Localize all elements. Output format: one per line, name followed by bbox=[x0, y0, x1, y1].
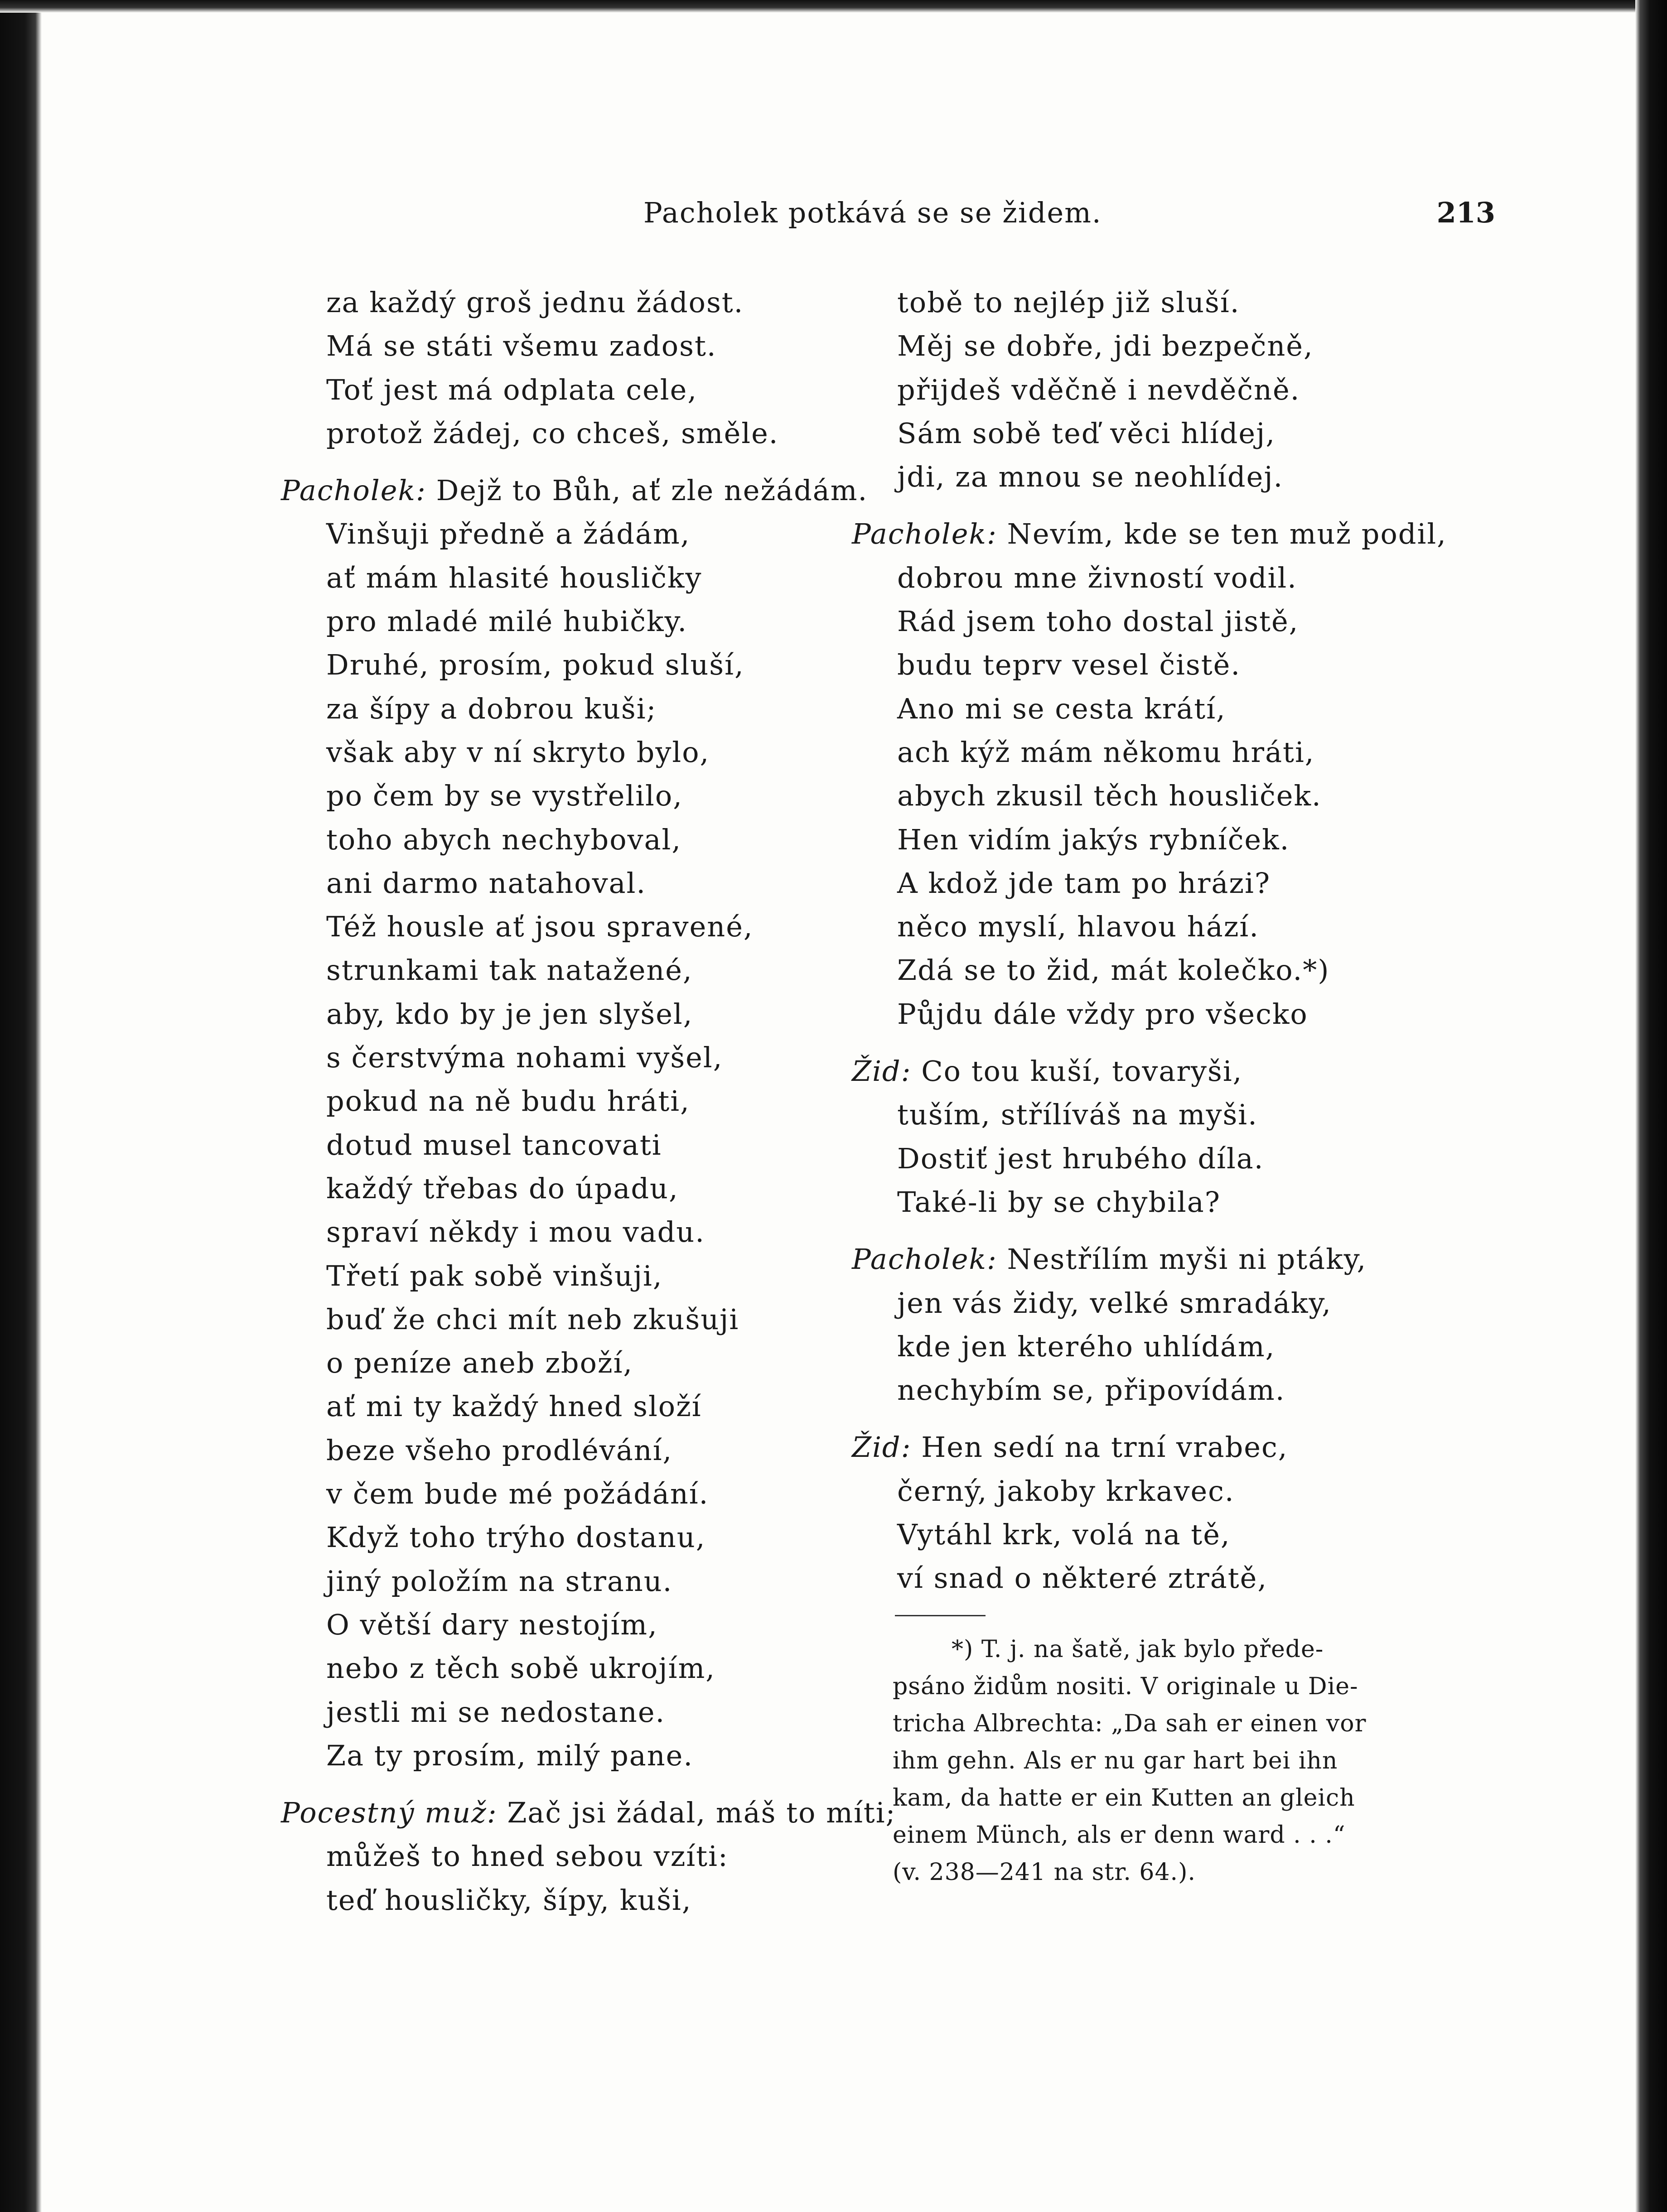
binding-shadow-left bbox=[0, 0, 42, 2212]
verse-text: aby, kdo by je jen slyšel, bbox=[326, 997, 693, 1031]
verse-text: dotud musel tancovati bbox=[326, 1128, 662, 1161]
speaker-name: Pacholek: bbox=[852, 1243, 997, 1276]
verse-text: pokud na ně budu hráti, bbox=[326, 1084, 690, 1118]
verse-line bbox=[852, 1513, 1454, 1557]
verse-text: nebo z těch sobě ukrojím, bbox=[326, 1652, 715, 1685]
verse-text: ani darmo natahoval. bbox=[326, 866, 647, 900]
verse-line bbox=[281, 368, 861, 412]
page-header bbox=[643, 193, 1495, 233]
verse-text: Zdá se to žid, mát kolečko.*) bbox=[897, 954, 1330, 987]
verse-line bbox=[852, 1238, 1454, 1281]
verse-text: Nevím, kde se ten muž podil, bbox=[1007, 517, 1447, 551]
scan-edge-top bbox=[0, 0, 1667, 13]
verse-line bbox=[281, 1210, 861, 1254]
verse-line bbox=[852, 993, 1454, 1036]
verse-text: Toť jest má odplata cele, bbox=[326, 373, 698, 406]
verse-line bbox=[852, 949, 1454, 992]
verse-line bbox=[281, 469, 868, 512]
verse-text: Ano mi se cesta krátí, bbox=[897, 692, 1226, 725]
verse-text: Třetí pak sobě vinšuji, bbox=[326, 1259, 663, 1292]
scan-edge-right bbox=[1635, 0, 1667, 2212]
verse-line bbox=[281, 993, 861, 1036]
verse-line bbox=[852, 731, 1454, 774]
footnote-line: psáno židům nositi. V originale u Die- bbox=[893, 1673, 1358, 1700]
verse-text: jiný položím na stranu. bbox=[326, 1564, 673, 1598]
verse-text: Když toho trýho dostanu, bbox=[326, 1521, 706, 1554]
verse-line bbox=[852, 643, 1454, 687]
verse-line bbox=[281, 1298, 861, 1341]
speaker-name: Žid: bbox=[852, 1431, 912, 1464]
verse-line bbox=[281, 949, 861, 992]
verse-line bbox=[852, 1369, 1454, 1412]
verse-text: ach kýž mám někomu hráti, bbox=[897, 735, 1315, 769]
verse-text: Co tou kuší, tovaryši, bbox=[921, 1055, 1243, 1088]
verse-text: za každý groš jednu žádost. bbox=[326, 286, 744, 319]
speaker-gap bbox=[852, 1412, 1454, 1426]
verse-text: Dostiť jest hrubého díla. bbox=[897, 1142, 1264, 1175]
verse-text: jen vás židy, velké smradáky, bbox=[897, 1286, 1332, 1320]
verse-text: strunkami tak natažené, bbox=[326, 954, 693, 987]
verse-line bbox=[852, 905, 1454, 949]
verse-line bbox=[852, 1137, 1454, 1181]
verse-line bbox=[281, 1254, 861, 1298]
verse-line bbox=[281, 281, 861, 324]
verse-text: po čem by se vystřelilo, bbox=[326, 779, 683, 813]
speaker-gap bbox=[852, 1036, 1454, 1050]
verse-line bbox=[281, 862, 861, 905]
verse-line bbox=[281, 1603, 861, 1647]
footnote-line: einem Münch, als er denn ward . . .“ bbox=[893, 1822, 1346, 1849]
speaker-name: Pacholek: bbox=[281, 474, 426, 507]
verse-text: Má se státi všemu zadost. bbox=[326, 329, 717, 363]
footnote-line: *) T. j. na šatě, jak bylo přede- bbox=[952, 1636, 1324, 1663]
verse-line bbox=[852, 1181, 1454, 1224]
verse-line bbox=[852, 1325, 1454, 1369]
verse-line bbox=[281, 905, 861, 949]
verse-line bbox=[281, 324, 861, 368]
verse-line bbox=[852, 556, 1454, 600]
verse-line bbox=[281, 643, 861, 687]
footnote-rule bbox=[895, 1615, 986, 1616]
verse-line bbox=[281, 1167, 861, 1210]
verse-text: ať mi ty každý hned složí bbox=[326, 1390, 702, 1423]
verse-text: Sám sobě teď věci hlídej, bbox=[897, 416, 1276, 450]
verse-text: Nestřílím myši ni ptáky, bbox=[1007, 1243, 1367, 1276]
verse-text: protož žádej, co chceš, směle. bbox=[326, 416, 779, 450]
verse-line bbox=[281, 556, 861, 600]
verse-text: O větší dary nestojím, bbox=[326, 1608, 658, 1641]
verse-text: beze všeho prodlévání, bbox=[326, 1433, 673, 1467]
verse-text: nechybím se, připovídám. bbox=[897, 1373, 1285, 1407]
verse-line bbox=[281, 687, 861, 731]
verse-line bbox=[852, 412, 1454, 455]
verse-text: Hen sedí na trní vrabec, bbox=[921, 1431, 1288, 1464]
verse-line bbox=[852, 600, 1454, 643]
verse-text: pro mladé milé hubičky. bbox=[326, 605, 688, 638]
verse-text: Měj se dobře, jdi bezpečně, bbox=[897, 329, 1314, 363]
running-head: Pacholek potkává se se židem. bbox=[643, 196, 1102, 229]
verse-text: tobě to nejlép již sluší. bbox=[897, 286, 1240, 319]
verse-text: teď housličky, šípy, kuši, bbox=[326, 1883, 692, 1917]
verse-text: černý, jakoby krkavec. bbox=[897, 1474, 1235, 1508]
speaker-gap bbox=[852, 1224, 1454, 1238]
verse-text: jdi, za mnou se neohlídej. bbox=[897, 460, 1284, 494]
verse-text: můžeš to hned sebou vzíti: bbox=[326, 1840, 729, 1873]
verse-line bbox=[281, 1835, 861, 1878]
verse-text: něco myslí, hlavou hází. bbox=[897, 910, 1259, 944]
verse-text: přijdeš vděčně i nevděčně. bbox=[897, 373, 1300, 406]
verse-text: Hen vidím jakýs rybníček. bbox=[897, 823, 1290, 856]
verse-line bbox=[852, 512, 1454, 556]
verse-line bbox=[852, 324, 1454, 368]
verse-line bbox=[281, 774, 861, 818]
verse-line bbox=[281, 1429, 861, 1472]
speaker-name: Pocestný muž: bbox=[281, 1796, 498, 1830]
footnote-line: tricha Albrechta: „Da sah er einen vor bbox=[893, 1710, 1367, 1737]
verse-text: abych zkusil těch housliček. bbox=[897, 779, 1322, 813]
verse-text: Půjdu dále vždy pro všecko bbox=[897, 997, 1308, 1031]
verse-line bbox=[281, 1123, 861, 1167]
verse-text: Vinšuji předně a žádám, bbox=[326, 517, 691, 551]
right-column bbox=[852, 281, 1454, 1600]
verse-line bbox=[852, 281, 1454, 324]
verse-line bbox=[281, 818, 861, 862]
verse-line bbox=[281, 1791, 896, 1835]
verse-text: Také-li by se chybila? bbox=[897, 1185, 1221, 1219]
verse-line bbox=[281, 1691, 861, 1734]
verse-line bbox=[281, 512, 861, 556]
verse-text: za šípy a dobrou kuši; bbox=[326, 692, 657, 725]
verse-line bbox=[852, 1282, 1454, 1325]
verse-line bbox=[281, 1036, 861, 1079]
verse-line bbox=[852, 818, 1454, 862]
verse-text: dobrou mne živností vodil. bbox=[897, 561, 1297, 594]
verse-line bbox=[281, 1734, 861, 1778]
verse-text: kde jen kterého uhlídám, bbox=[897, 1330, 1276, 1363]
verse-text: Též housle ať jsou spravené, bbox=[326, 910, 754, 944]
verse-line bbox=[852, 862, 1454, 905]
footnote-line: ihm gehn. Als er nu gar hart bei ihn bbox=[893, 1747, 1338, 1774]
verse-text: Zač jsi žádal, máš to míti; bbox=[507, 1796, 896, 1830]
verse-text: Dejž to Bůh, ať zle nežádám. bbox=[436, 474, 868, 507]
speaker-name: Žid: bbox=[852, 1055, 912, 1088]
verse-text: Vytáhl krk, volá na tě, bbox=[897, 1518, 1231, 1552]
verse-line bbox=[852, 1470, 1454, 1513]
verse-line bbox=[281, 1560, 861, 1603]
verse-text: však aby v ní skryto bylo, bbox=[326, 735, 710, 769]
verse-text: o peníze aneb zboží, bbox=[326, 1346, 633, 1380]
verse-text: s čerstvýma nohami vyšel, bbox=[326, 1041, 723, 1075]
verse-line bbox=[281, 1472, 861, 1516]
verse-line bbox=[281, 1385, 861, 1428]
verse-line bbox=[852, 1557, 1454, 1600]
verse-line bbox=[852, 1093, 1454, 1137]
verse-line bbox=[281, 412, 861, 455]
verse-text: budu teprv vesel čistě. bbox=[897, 648, 1241, 682]
verse-line bbox=[281, 1079, 861, 1123]
verse-text: každý třebas do úpadu, bbox=[326, 1171, 679, 1205]
verse-text: v čem bude mé požádání. bbox=[326, 1477, 709, 1511]
speaker-gap bbox=[281, 455, 861, 469]
verse-text: Za ty prosím, milý pane. bbox=[326, 1739, 694, 1772]
verse-text: tuším, střílíváš na myši. bbox=[897, 1098, 1258, 1132]
verse-line bbox=[281, 1516, 861, 1559]
footnote bbox=[893, 1631, 1436, 1891]
verse-text: ví snad o některé ztrátě, bbox=[897, 1561, 1268, 1595]
verse-line bbox=[852, 455, 1454, 499]
verse-line bbox=[281, 1647, 861, 1690]
verse-line bbox=[852, 687, 1454, 731]
page-number: 213 bbox=[1436, 196, 1495, 229]
verse-text: buď že chci mít neb zkušuji bbox=[326, 1302, 739, 1336]
verse-line bbox=[852, 774, 1454, 818]
verse-line bbox=[852, 1426, 1454, 1469]
verse-line bbox=[281, 1879, 861, 1922]
verse-text: spraví někdy i mou vadu. bbox=[326, 1215, 705, 1249]
verse-text: toho abych nechyboval, bbox=[326, 823, 682, 856]
verse-line bbox=[852, 1050, 1454, 1093]
verse-text: Rád jsem toho dostal jistě, bbox=[897, 605, 1299, 638]
speaker-gap bbox=[852, 499, 1454, 512]
verse-text: A kdož jde tam po hrázi? bbox=[897, 866, 1271, 900]
verse-line bbox=[281, 600, 861, 643]
speaker-gap bbox=[281, 1778, 861, 1791]
verse-line bbox=[852, 368, 1454, 412]
speaker-name: Pacholek: bbox=[852, 517, 997, 551]
verse-line bbox=[281, 1341, 861, 1385]
verse-text: jestli mi se nedostane. bbox=[326, 1695, 666, 1729]
footnote-line: (v. 238—241 na str. 64.). bbox=[893, 1859, 1196, 1886]
verse-line bbox=[281, 731, 861, 774]
footnote-line: kam, da hatte er ein Kutten an gleich bbox=[893, 1784, 1355, 1812]
verse-text: ať mám hlasité housličky bbox=[326, 561, 702, 594]
verse-text: Druhé, prosím, pokud sluší, bbox=[326, 648, 744, 682]
